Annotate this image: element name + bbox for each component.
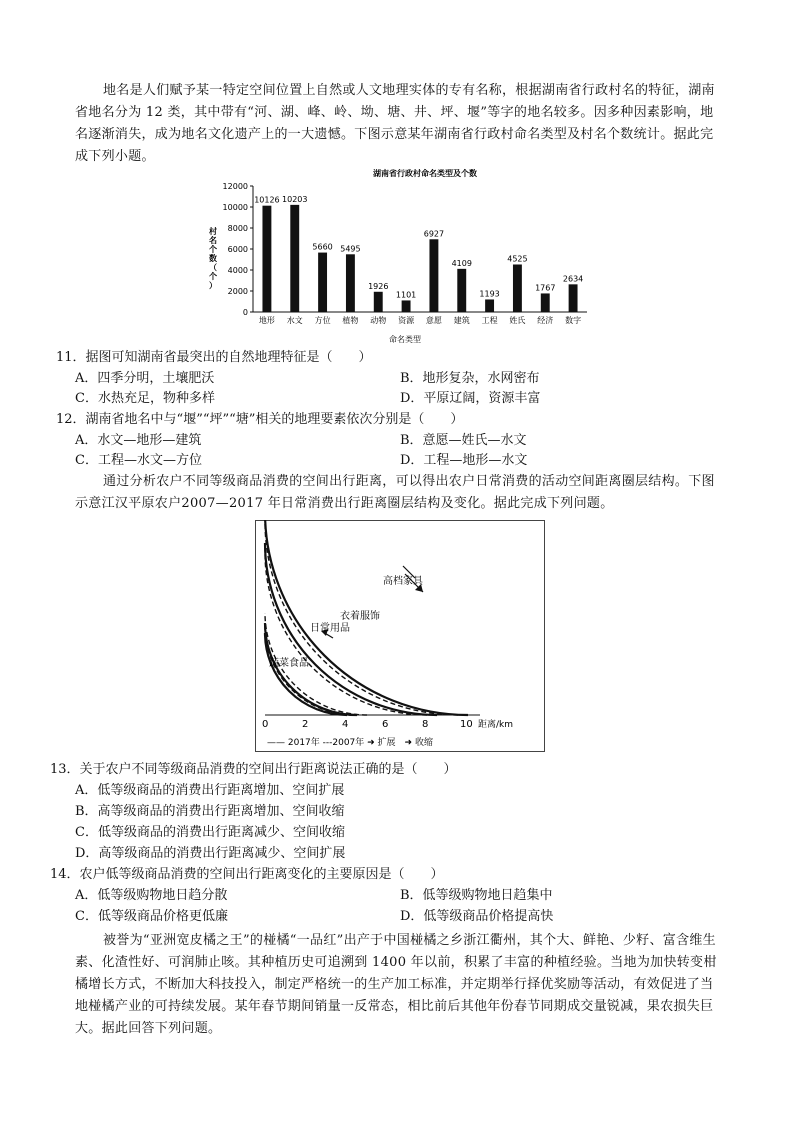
bar-植物 <box>346 254 355 312</box>
q11-option-d: D．平原辽阔，资源丰富 <box>400 391 541 406</box>
chart-title: 湖南省行政村命名类型及个数 <box>373 169 477 178</box>
bar-动物 <box>374 292 383 312</box>
intro-paragraph-2: 通过分析农户不同等级商品消费的空间出行距离，可以得出农户日常消费的活动空间距离圈层结构。下图示意江汉平原农户2007—2017 年日常消费出行距离圈层结构及变化。据此完成下列问题。 <box>75 474 715 511</box>
q12-option-d: D．工程—地形—水文 <box>400 453 528 468</box>
bar-value-label: 5660 <box>312 242 333 252</box>
axis-unit: 距离/km <box>478 720 514 730</box>
bar-value-label: 4525 <box>507 254 528 264</box>
chart-ylabel: 村名个数（个） <box>209 227 217 290</box>
q14-option-c: C．低等级商品价格更低廉 <box>75 909 228 924</box>
bar-地形 <box>262 206 271 312</box>
y-tick-label: 4000 <box>227 266 248 275</box>
bar-value-label: 6927 <box>423 229 445 239</box>
x-tick-label: 工程 <box>481 316 498 325</box>
bar-value-label: 1926 <box>368 281 389 291</box>
bar-姓氏 <box>513 264 522 312</box>
intro-paragraph-1: 地名是人们赋予某一特定空间位置上自然或人文地理实体的专有名称，根据湖南省行政村名的特征，湖南省地名分为 12 类，其中带有“河、湖、峰、岭、坳、塘、井、坪、堰”等字的地名较多。因多种因素影响，地名逐渐消失，成为地名文化遗产上的一大遗憾。下图示意某年湖南省行政村命名类型及村名个数统计。据此完成下列小题。 <box>75 83 715 164</box>
q14-option-b: B．低等级购物地日趋集中 <box>400 888 553 903</box>
q12-option-b: B．意愿—姓氏—水文 <box>400 433 527 448</box>
ring-diagram-svg <box>255 520 545 752</box>
bar-value-label: 1767 <box>535 283 556 293</box>
x-tick-label: 动物 <box>370 316 387 325</box>
tick-4: 4 <box>342 719 349 730</box>
bar-value-label: 10203 <box>282 194 308 204</box>
label-yizhuo: 衣着服饰 <box>340 611 380 622</box>
bar-方位 <box>318 253 327 312</box>
question-12-stem: 12．湖南省地名中与“堰”“坪”“塘”相关的地理要素依次分别是（ ） <box>56 412 464 427</box>
question-14-stem: 14．农户低等级商品消费的空间出行距离变化的主要原因是（ ） <box>50 867 444 882</box>
intro-paragraph-3: 被誉为“亚洲宽皮橘之王”的椪橘“一品红”出产于中国椪橘之乡浙江衢州，其个大、鲜艳、少籽、富含维生素、化渣性好、可润肺止咳。其种植历史可追溯到 1400 年以前，积累了丰富的种植经验。当地为加快转变柑橘增长方式，不断加大科技投入，制定严格统一的生产加工标准，并定期举行择优奖励等活动，有效促进了当地椪橘产业的可持续发展。某年春节期间销量一反常态，相比前后其他年份春节同期成交量锐减，果农损失巨大。据此回答下列问题。 <box>75 933 717 1036</box>
x-tick-label: 资源 <box>398 316 415 325</box>
diagram-frame <box>256 521 545 752</box>
tick-10: 10 <box>460 719 473 730</box>
x-tick-label: 建筑 <box>453 316 470 325</box>
x-tick-label: 数字 <box>565 316 582 325</box>
bar-工程 <box>485 299 494 312</box>
tick-8: 8 <box>422 719 429 730</box>
y-tick-label: 12000 <box>222 182 248 191</box>
y-tick-label: 2000 <box>227 287 248 296</box>
bar-chart <box>195 166 595 346</box>
bar-数字 <box>569 284 578 312</box>
q12-option-c: C．工程—水文—方位 <box>75 453 202 468</box>
bar-经济 <box>541 293 550 312</box>
x-tick-label: 水文 <box>286 316 303 325</box>
q11-option-a: A．四季分明，土壤肥沃 <box>75 371 215 386</box>
q11-option-c: C．水热充足，物种多样 <box>75 391 215 406</box>
x-tick-label: 经济 <box>537 316 554 325</box>
label-gaodang: 高档家具 <box>383 576 423 587</box>
bar-value-label: 4109 <box>451 258 472 268</box>
bar-value-label: 5495 <box>340 244 361 254</box>
y-tick-label: 8000 <box>227 224 248 233</box>
bar-建筑 <box>457 269 466 312</box>
bar-value-label: 1193 <box>479 289 500 299</box>
y-tick-label: 0 <box>242 308 248 317</box>
bar-意愿 <box>429 239 438 312</box>
bar-value-label: 1101 <box>395 290 417 300</box>
x-tick-label: 意愿 <box>425 316 442 325</box>
q12-option-a: A．水文—地形—建筑 <box>75 433 202 448</box>
q13-option-a: A．低等级商品的消费出行距离增加、空间扩展 <box>75 783 345 798</box>
bar-chart-svg <box>195 166 595 346</box>
tick-6: 6 <box>382 719 389 730</box>
bar-value-label: 10126 <box>254 195 280 205</box>
q13-option-b: B．高等级商品的消费出行距离增加、空间收缩 <box>75 804 345 819</box>
bar-value-label: 2634 <box>562 274 584 284</box>
x-tick-label: 方位 <box>314 316 331 325</box>
chart-xlabel: 命名类型 <box>389 335 421 344</box>
q11-option-b: B．地形复杂，水网密布 <box>400 371 540 386</box>
q14-option-d: D．低等级商品价格提高快 <box>400 909 554 924</box>
question-13-stem: 13．关于农户不同等级商品消费的空间出行距离说法正确的是（ ） <box>50 762 457 777</box>
tick-0: 0 <box>262 719 269 730</box>
y-tick-label: 10000 <box>222 203 248 212</box>
bar-资源 <box>402 300 411 312</box>
tick-2: 2 <box>302 719 309 730</box>
q14-option-a: A．低等级购物地日趋分散 <box>75 888 228 903</box>
ring-diagram <box>255 520 545 752</box>
y-tick-label: 6000 <box>227 245 248 254</box>
q13-option-c: C．低等级商品的消费出行距离减少、空间收缩 <box>75 825 345 840</box>
label-shucai: 蔬菜食品 <box>269 658 309 669</box>
q13-option-d: D．高等级商品的消费出行距离减少、空间扩展 <box>75 846 346 861</box>
x-tick-label: 姓氏 <box>509 316 526 325</box>
label-riyong: 日常用品 <box>310 623 350 634</box>
question-11-stem: 11．据图可知湖南省最突出的自然地理特征是（ ） <box>56 350 372 365</box>
x-tick-label: 植物 <box>342 316 359 325</box>
diagram-legend: —— 2017年 ---2007年 ➜ 扩展 ➜ 收缩 <box>267 738 433 748</box>
bar-水文 <box>290 205 299 312</box>
x-tick-label: 地形 <box>258 316 275 325</box>
